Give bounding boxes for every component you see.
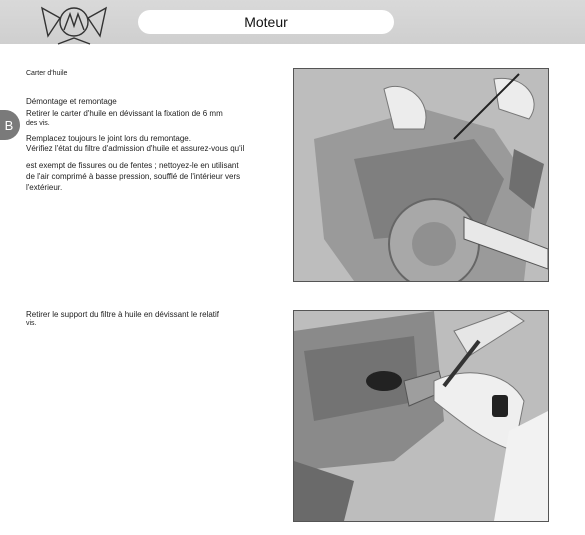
subsection-title: Démontage et remontage [26, 97, 117, 106]
mv-agusta-logo-icon [38, 0, 110, 48]
step1-text-cont: des vis. [26, 120, 50, 127]
step2-text-cont: vis. [26, 320, 37, 327]
step1-text: Retirer le carter d'huile en dévissant la fixation de 6 mm [26, 109, 223, 118]
photo-oil-filter-support [293, 310, 549, 522]
section-title: Carter d'huile [26, 70, 68, 77]
chapter-title: Moteur [138, 10, 394, 34]
section-tab: B [0, 110, 20, 140]
note-joint: Remplacez toujours le joint lors du remontage. [26, 134, 191, 143]
note-filter-2: est exempt de fissures ou de fentes ; nettoyez-le en utilisant [26, 161, 239, 170]
note-filter-4: l'extérieur. [26, 183, 63, 192]
note-filter-3: de l'air comprimé à basse pression, soufflé de l'intérieur vers [26, 172, 241, 181]
engine-illustration [294, 69, 548, 281]
photo-oil-sump-removal [293, 68, 549, 282]
step2-text: Retirer le support du filtre à huile en dévissant le relatif [26, 310, 219, 319]
engine-illustration-2 [294, 311, 548, 521]
note-filter-1: Vérifiez l'état du filtre d'admission d'huile et assurez-vous qu'il [26, 144, 245, 153]
